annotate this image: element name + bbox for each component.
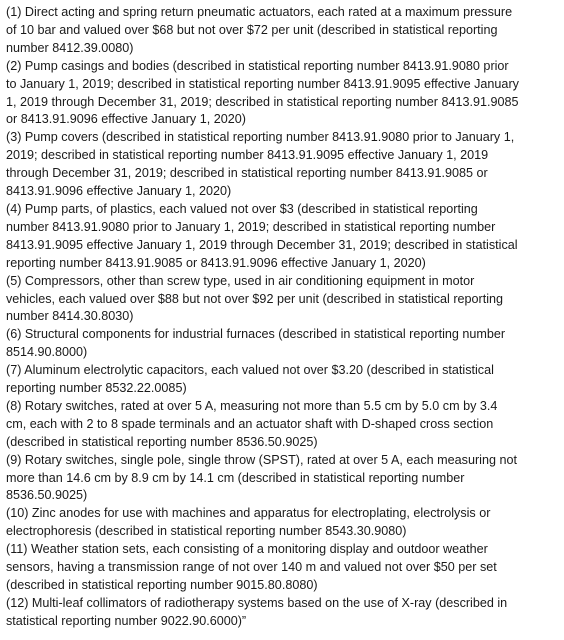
item-text-line: (4) Pump parts, of plastics, each valued not over $3 (described in statistical reporting [6,201,478,216]
item-text-line: more than 14.6 cm by 8.9 cm by 14.1 cm (described in statistical reporting number [6,470,465,485]
list-item [6,201,558,273]
item-text-line: 8413.91.9096 effective January 1, 2020) [6,184,232,199]
item-text-line: cm, each with 2 to 8 spade terminals and an actuator shaft with D-shaped cross section [6,416,494,431]
item-text-line: 1, 2019 through December 31, 2019; described in statistical reporting number 8413.91.9085 [6,94,519,109]
item-text-line: (described in statistical reporting number 8536.50.9025) [6,434,318,449]
item-text-line: (9) Rotary switches, single pole, single throw (SPST), rated at over 5 A, each measuring not [6,452,517,467]
item-text-line: (5) Compressors, other than screw type, used in air conditioning equipment in motor [6,273,475,288]
item-text-line: number 8412.39.0080) [6,40,134,55]
item-text-line: sensors, having a transmission range of not over 140 m and valued not over $50 per set [6,560,497,575]
item-text-line: statistical reporting number 9022.90.6000)” [6,613,247,628]
list-item [6,129,558,201]
list-item [6,541,558,595]
item-text-line: number 8413.91.9080 prior to January 1, 2019; described in statistical reporting number [6,219,496,234]
item-text-line: 2019; described in statistical reporting number 8413.91.9095 effective January 1, 2019 [6,148,489,163]
item-text-line: (7) Aluminum electrolytic capacitors, each valued not over $3.20 (described in statistical [6,363,494,378]
item-text-line: (described in statistical reporting number 9015.80.8080) [6,578,318,592]
list-item [6,58,558,130]
item-text-line: 8514.90.8000) [6,345,88,360]
item-text-line: reporting number 8532.22.0085) [6,381,187,396]
list-item [6,452,558,506]
item-text-line: (12) Multi-leaf collimators of radiotherapy systems based on the use of X-ray (described in [6,595,508,610]
list-item [6,505,558,541]
list-item [6,362,558,398]
item-text-line: through December 31, 2019; described in statistical reporting number 8413.91.9085 or [6,166,488,181]
item-text-line: or 8413.91.9096 effective January 1, 2020) [6,112,246,127]
item-text-line: (11) Weather station sets, each consisting of a monitoring display and outdoor weather [6,542,488,557]
item-text-line: (2) Pump casings and bodies (described in statistical reporting number 8413.91.9080 prior [6,58,509,73]
item-text-line: 8536.50.9025) [6,488,88,503]
item-text-line: vehicles, each valued over $88 but not over $92 per unit (described in statistical reporting [6,291,504,306]
item-text-line: (10) Zinc anodes for use with machines and apparatus for electroplating, electrolysis or [6,506,491,521]
item-text-line: to January 1, 2019; described in statistical reporting number 8413.91.9095 effective January [6,76,519,91]
item-text-line: (8) Rotary switches, rated at over 5 A, measuring not more than 5.5 cm by 5.0 cm by 3.4 [6,398,498,413]
item-text-line: reporting number 8413.91.9085 or 8413.91.9096 effective January 1, 2020) [6,255,426,270]
item-text-line: (3) Pump covers (described in statistical reporting number 8413.91.9080 prior to January 1, [6,130,515,145]
item-text-line: of 10 bar and valued over $68 but not over $72 per unit (described in statistical reporting [6,22,498,37]
list-item [6,595,558,631]
list-item [6,273,558,327]
item-text-line: (6) Structural components for industrial furnaces (described in statistical reporting number [6,327,506,342]
list-item [6,398,558,452]
item-text-line: number 8414.30.8030) [6,309,134,324]
list-item [6,4,558,58]
list-item [6,326,558,362]
item-text-line: 8413.91.9095 effective January 1, 2019 through December 31, 2019; described in statistical [6,237,518,252]
product-list [6,4,558,631]
item-text-line: electrophoresis (described in statistical reporting number 8543.30.9080) [6,524,407,539]
item-text-line: (1) Direct acting and spring return pneumatic actuators, each rated at a maximum pressure [6,5,513,19]
